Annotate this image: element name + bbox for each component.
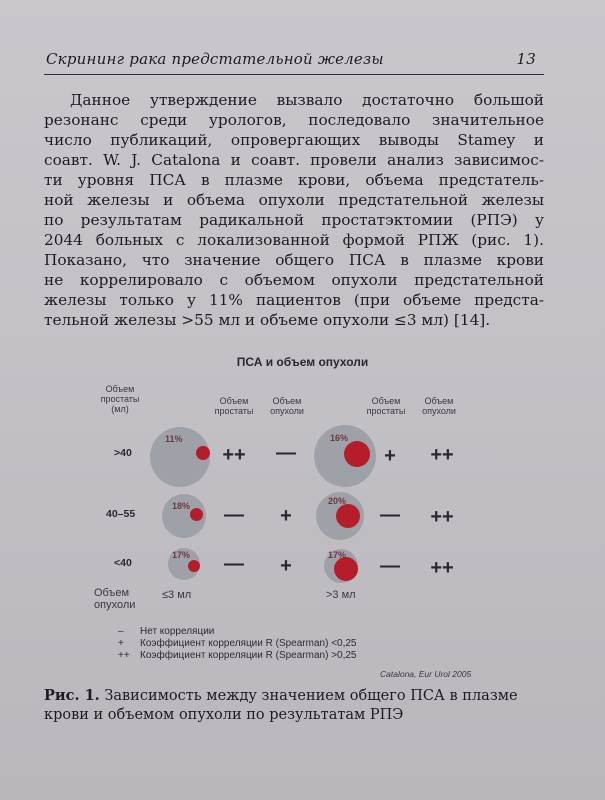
header-prostate-large: Объем простаты xyxy=(366,396,406,416)
legend-item: + Коэффициент корреляции R (Spearman) <0,25 xyxy=(118,638,357,649)
paragraph-line: по результатам радикальной простатэктомии (РПЭ) у xyxy=(44,211,544,229)
prostate-correlation-symbol: — xyxy=(380,555,400,577)
percent-label: 18% xyxy=(172,501,191,511)
tumor-correlation-symbol: ++ xyxy=(430,557,454,579)
paragraph-line: ной железы и объема опухоли предстательной железы xyxy=(44,191,544,209)
row-label: >40 xyxy=(114,447,132,459)
prostate-correlation-symbol: + xyxy=(384,445,396,467)
figure-title: ПСА и объем опухоли xyxy=(236,355,369,369)
paragraph-line: ти уровня ПСА в плазме крови, объема предстатель- xyxy=(44,171,544,189)
tumor-correlation-symbol: ++ xyxy=(430,506,454,528)
tumor-dot xyxy=(334,557,358,581)
paragraph-line: 2044 больных с локализованной формой РПЖ (рис. 1). xyxy=(44,231,544,249)
tumor-volume-label: Объем опухоли xyxy=(94,587,136,611)
paragraph-line: Данное утверждение вызвало достаточно большой xyxy=(70,91,544,109)
figure-caption xyxy=(44,686,544,725)
running-head-title: Скрининг рака предстательной железы xyxy=(46,50,384,68)
caption-text: Зависимость между значением общего ПСА в плазме xyxy=(104,688,518,704)
prostate-correlation-symbol: — xyxy=(224,504,244,526)
paragraph-line: Показано, что значение общего ПСА в плазме крови xyxy=(44,251,544,269)
percent-label: 17% xyxy=(328,550,347,560)
prostate-correlation-symbol: — xyxy=(380,504,400,526)
percent-label: 20% xyxy=(328,496,347,506)
prostate-correlation-symbol: ++ xyxy=(222,444,246,466)
tumor-correlation-symbol: — xyxy=(276,442,296,464)
large-group-label: >3 мл xyxy=(326,589,356,601)
percent-label: 16% xyxy=(330,433,349,443)
paragraph-line: не коррелировало с объемом опухоли предстательной xyxy=(44,271,544,289)
legend xyxy=(118,626,357,662)
percent-label: 17% xyxy=(172,550,191,560)
page-number: 13 xyxy=(516,50,536,68)
tumor-dot xyxy=(336,504,360,528)
caption-text: крови и объемом опухоли по результатам РПЭ xyxy=(44,707,404,723)
tumor-dot xyxy=(196,446,210,460)
legend-item: ++ Коэффициент корреляции R (Spearman) >0,25 xyxy=(118,650,357,661)
paragraph-line: число публикаций, опровергающих выводы Stamey и xyxy=(44,131,544,149)
tumor-correlation-symbol: ++ xyxy=(430,444,454,466)
header-prostate-small: Объем простаты xyxy=(214,396,254,416)
tumor-dot xyxy=(344,441,370,467)
row-label: 40–55 xyxy=(106,508,136,520)
small-group-label: ≤3 мл xyxy=(162,589,192,601)
legend-item: – Нет корреляции xyxy=(118,626,215,637)
paragraph-line: железы только у 11% пациентов (при объеме предста- xyxy=(44,291,544,309)
paragraph-line: резонанс среди урологов, последовало значительное xyxy=(44,111,544,129)
paragraph-line: тельной железы >55 мл и объеме опухоли ≤3 мл) [14]. xyxy=(44,311,491,329)
percent-label: 11% xyxy=(165,434,183,444)
paragraph-line: соавт. W. J. Catalona и соавт. провели анализ зависимос- xyxy=(44,151,544,169)
tumor-correlation-symbol: + xyxy=(280,505,292,527)
header-prostate-volume: Объем простаты (мл) xyxy=(100,384,140,414)
tumor-dot xyxy=(188,560,200,572)
tumor-dot xyxy=(190,508,203,521)
header-tumor-small: Объем опухоли xyxy=(270,396,304,416)
figure-source: Catalona, Eur Urol 2005 xyxy=(380,669,472,679)
tumor-correlation-symbol: + xyxy=(280,555,292,577)
row-label: <40 xyxy=(114,557,132,569)
prostate-correlation-symbol: — xyxy=(224,553,244,575)
header-tumor-large: Объем опухоли xyxy=(422,396,456,416)
caption-label: Рис. 1. xyxy=(44,687,100,704)
